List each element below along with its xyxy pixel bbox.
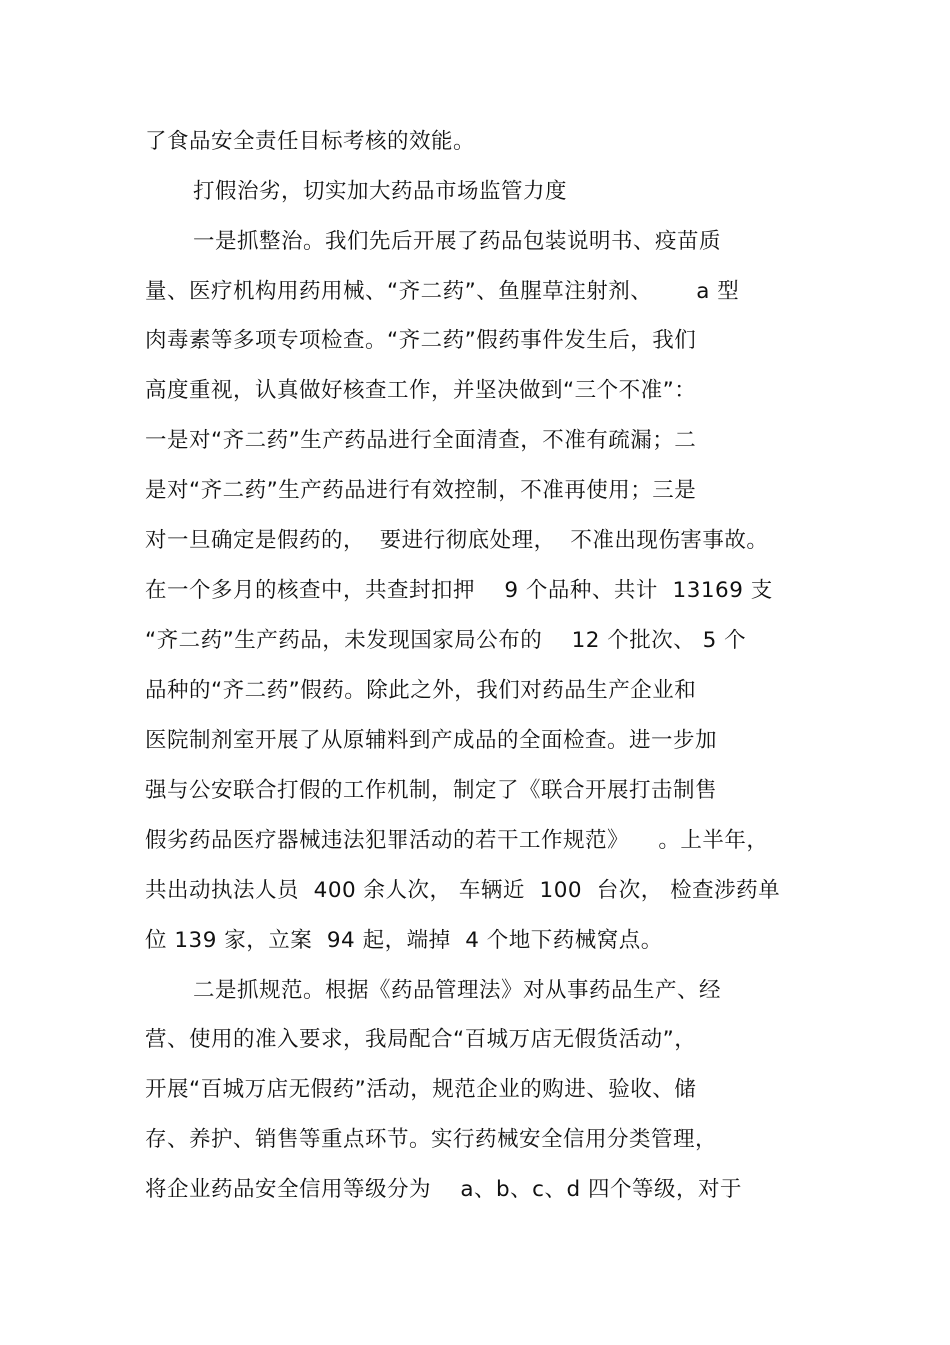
text-line: 存、养护、销售等重点环节。实行药械安全信用分类管理， bbox=[145, 1127, 718, 1152]
text-line: 对一旦确定是假药的， 要进行彻底处理， 不准出现伤害事故。 bbox=[145, 528, 769, 553]
text-line: 肉毒素等多项专项检查。“齐二药”假药事件发生后，我们 bbox=[145, 328, 697, 353]
text-line: 假劣药品医疗器械违法犯罪活动的若干工作规范》 。上半年， bbox=[145, 828, 769, 853]
text-line: 开展“百城万店无假药”活动，规范企业的购进、验收、储 bbox=[145, 1077, 697, 1102]
text-line: 在一个多月的核查中，共查封扣押 9 个品种、共计 13169 支 bbox=[145, 578, 773, 603]
paragraph-start: 二是抓规范。根据《药品管理法》对从事药品生产、经 bbox=[193, 978, 722, 1003]
text-line: “齐二药”生产药品，未发现国家局公布的 12 个批次、 5 个 bbox=[145, 628, 747, 653]
text-line: 了食品安全责任目标考核的效能。 bbox=[145, 129, 476, 154]
paragraph-start: 一是抓整治。我们先后开展了药品包装说明书、疫苗质 bbox=[193, 229, 722, 254]
text-line: 营、使用的准入要求，我局配合“百城万店无假货活动”， bbox=[145, 1027, 697, 1052]
text-line: 品种的“齐二药”假药。除此之外，我们对药品生产企业和 bbox=[145, 678, 697, 703]
text-line: 是对“齐二药”生产药品进行有效控制，不准再使用；三是 bbox=[145, 478, 697, 503]
section-heading: 打假治劣，切实加大药品市场监管力度 bbox=[193, 179, 568, 204]
text-line: 位 139 家，立案 94 起，端掉 4 个地下药械窝点。 bbox=[145, 928, 663, 953]
text-line: 强与公安联合打假的工作机制，制定了《联合开展打击制售 bbox=[145, 778, 718, 803]
text-line: 一是对“齐二药”生产药品进行全面清查，不准有疏漏；二 bbox=[145, 428, 697, 453]
text-line: 将企业药品安全信用等级分为 a、b、c、d 四个等级，对于 bbox=[145, 1177, 742, 1202]
text-line: 医院制剂室开展了从原辅料到产成品的全面检查。进一步加 bbox=[145, 728, 718, 753]
text-line: 量、医疗机构用药用械、“齐二药”、鱼腥草注射剂、 a 型 bbox=[145, 279, 740, 304]
text-line: 共出动执法人员 400 余人次， 车辆近 100 台次， 检查涉药单 bbox=[145, 878, 781, 903]
text-line: 高度重视，认真做好核查工作，并坚决做到“三个不准”： bbox=[145, 378, 697, 403]
